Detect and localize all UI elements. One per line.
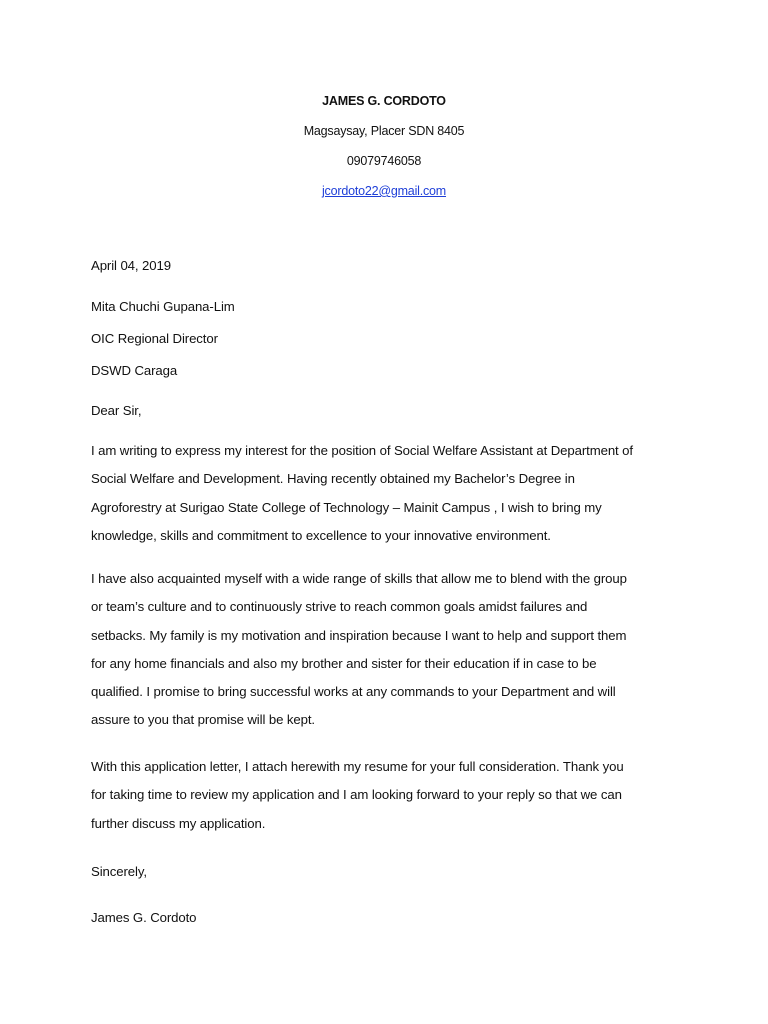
- paragraph-line: further discuss my application.: [91, 815, 266, 831]
- recipient-office: DSWD Caraga: [91, 363, 178, 378]
- signature-name: James G. Cordoto: [91, 910, 197, 925]
- paragraph-line: or team’s culture and to continuously strive to reach common goals amidst failures and: [91, 599, 588, 615]
- paragraph-line: assure to you that promise will be kept.: [91, 712, 315, 728]
- body-paragraph-3: [91, 757, 691, 842]
- sender-email-link[interactable]: jcordoto22@gmail.com: [321, 184, 447, 198]
- sender-email-line: [0, 184, 768, 198]
- body-paragraph-1: [91, 441, 691, 554]
- sender-address: Magsaysay, Placer SDN 8405: [303, 124, 465, 138]
- letter-date: April 04, 2019: [91, 258, 171, 273]
- paragraph-line: I have also acquainted myself with a wide range of skills that allow me to blend with the group: [91, 571, 627, 586]
- paragraph-line: Agroforestry at Surigao State College of Technology – Mainit Campus , I wish to bring my: [91, 499, 602, 515]
- recipient-name: Mita Chuchi Gupana-Lim: [91, 299, 235, 314]
- body-paragraph-2: [91, 569, 691, 739]
- paragraph-line: for taking time to review my application and I am looking forward to your reply so that we can: [91, 787, 622, 803]
- paragraph-line: With this application letter, I attach herewith my resume for your full consideration. Thank you: [91, 759, 624, 774]
- sender-phone: 09079746058: [346, 154, 422, 168]
- paragraph-line: qualified. I promise to bring successful works at any commands to your Department and will: [91, 684, 616, 700]
- paragraph-line: Social Welfare and Development. Having recently obtained my Bachelor’s Degree in: [91, 471, 575, 487]
- paragraph-line: I am writing to express my interest for the position of Social Welfare Assistant at Department of: [91, 443, 633, 458]
- sender-name: JAMES G. CORDOTO: [322, 94, 446, 108]
- recipient-title: OIC Regional Director: [91, 331, 218, 346]
- paragraph-line: knowledge, skills and commitment to excellence to your innovative environment.: [91, 527, 551, 543]
- paragraph-line: for any home financials and also my brother and sister for their education if in case to be: [91, 655, 597, 671]
- closing: Sincerely,: [91, 864, 147, 879]
- paragraph-line: setbacks. My family is my motivation and inspiration because I want to help and support them: [91, 627, 627, 643]
- salutation: Dear Sir,: [91, 403, 142, 418]
